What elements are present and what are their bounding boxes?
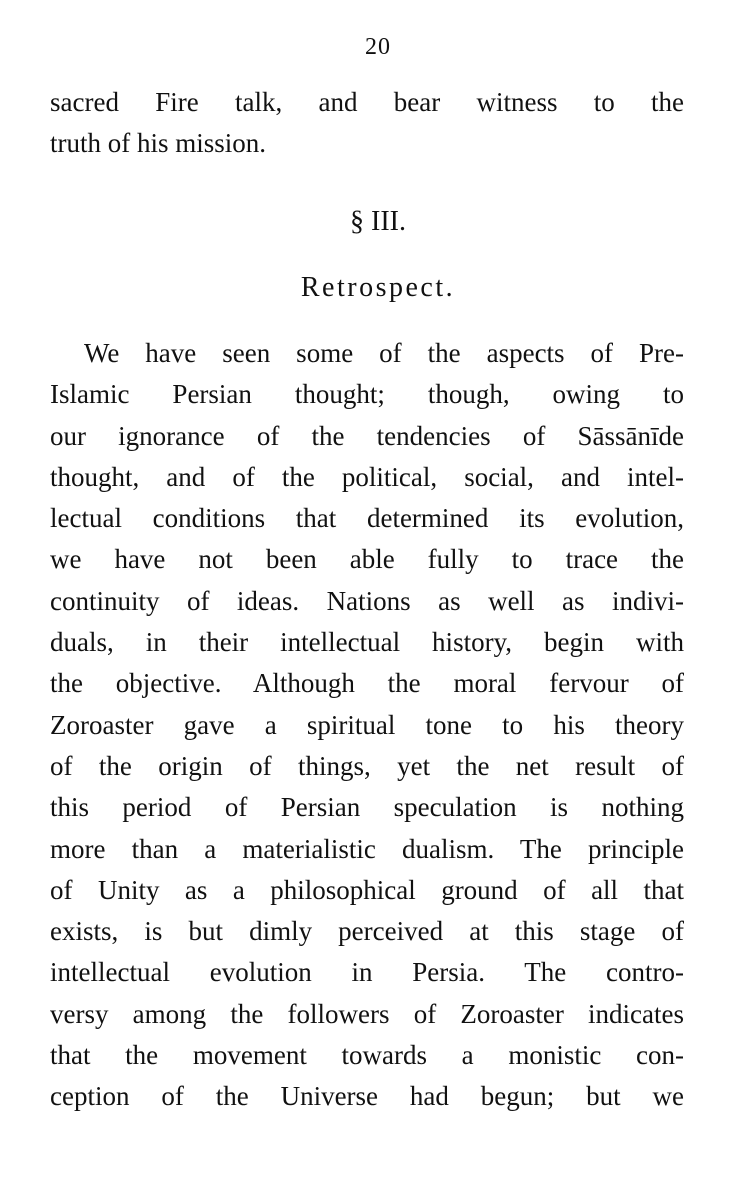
body-paragraph — [50, 333, 684, 1118]
text-line: intellectual evolution in Persia. The contro- — [50, 957, 684, 988]
text-line: the objective. Although the moral fervour of — [50, 668, 684, 699]
text-line: of the origin of things, yet the net result of — [50, 750, 684, 781]
text-line: this period of Persian speculation is nothing — [50, 792, 684, 823]
text-line: that the movement towards a monistic con- — [50, 1040, 684, 1071]
text-line: ception of the Universe had begun; but we — [50, 1081, 684, 1112]
text-line: sacred Fire talk, and bear witness to the — [50, 87, 684, 117]
section-number: § III. — [350, 206, 406, 237]
continuation-paragraph — [50, 82, 684, 165]
text-line: exists, is but dimly perceived at this stage of — [50, 916, 684, 947]
text-line: we have not been able fully to trace the — [50, 544, 684, 575]
text-line: Zoroaster gave a spiritual tone to his theory — [50, 709, 684, 740]
text-line: of Unity as a philosophical ground of all that — [50, 874, 684, 905]
text-line: We have seen some of the aspects of Pre- — [84, 338, 684, 368]
text-line: our ignorance of the tendencies of Sāssānīde — [50, 420, 684, 451]
text-line: Islamic Persian thought; though, owing to — [50, 379, 684, 410]
page-number: 20 — [365, 34, 391, 60]
text-line: duals, in their intellectual history, begin with — [50, 627, 684, 658]
text-line: versy among the followers of Zoroaster indicates — [50, 998, 684, 1029]
text-line: lectual conditions that determined its evolution, — [50, 503, 684, 534]
section-title: Retrospect. — [300, 272, 456, 303]
text-line: more than a materialistic dualism. The principle — [50, 833, 684, 864]
text-line: truth of his mission. — [50, 128, 267, 159]
text-line: continuity of ideas. Nations as well as indivi- — [50, 585, 684, 616]
text-line: thought, and of the political, social, and intel- — [50, 461, 684, 492]
